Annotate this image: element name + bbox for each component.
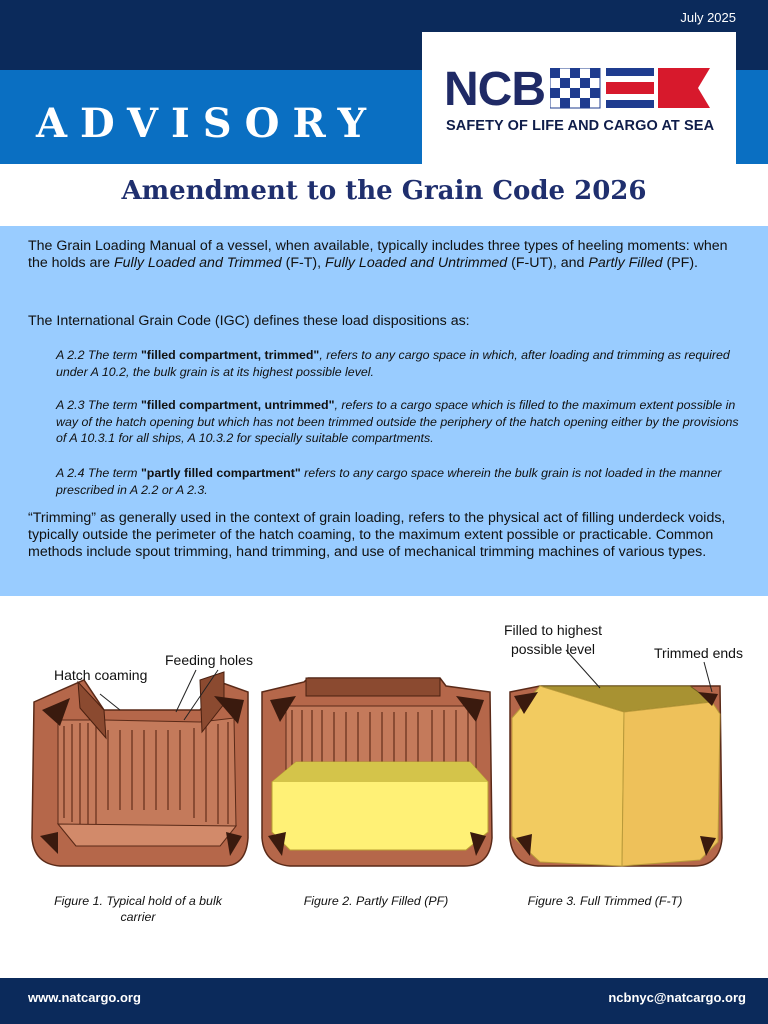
definition-prefix: A 2.2 The term <box>56 348 141 362</box>
figure-1-empty-hold <box>32 670 248 866</box>
signal-flags-icon <box>550 68 710 112</box>
label-line: possible level <box>510 641 596 657</box>
page-title: Amendment to the Grain Code 2026 <box>121 176 647 206</box>
definition-a22 <box>56 347 746 380</box>
figure-1-caption <box>40 893 236 925</box>
advisory-banner: ADVISORY <box>36 100 380 147</box>
figure-2-caption: Figure 2. Partly Filled (PF) <box>303 894 449 908</box>
text-run: The Grain Loading Manual of a vessel, when available, typically includes three types of heeling moments: when the holds are <box>28 238 728 271</box>
footer-website-link[interactable]: www.natcargo.org <box>28 990 141 1005</box>
figure-3-caption: Figure 3. Full Trimmed (F-T) <box>527 894 683 908</box>
definition-a24 <box>56 465 746 498</box>
label-feeding-holes: Feeding holes <box>165 652 253 668</box>
label-filled-to-highest <box>497 621 609 659</box>
definition-body: , refers to a cargo space which is filled to the maximum extent possible in way of the hatch opening but which has not been trimmed outside the periphery of the hatch opening either by the provisions of A 10.3.1 for all ships, A 10.3.2 for specially suitable compartments. <box>56 398 739 445</box>
trimming-paragraph: “Trimming” as generally used in the context of grain loading, refers to the physical act of filling underdeck voids, typically outside the perimeter of the hatch coaming, to the maximum extent possible or practicable. Common methods include spout trimming, hand trimming, and use of mechanical trimming machines of various types. <box>28 510 726 560</box>
label-hatch-coaming: Hatch coaming <box>54 667 148 683</box>
logo-wordmark: NCB <box>444 63 545 116</box>
footer-band <box>0 978 768 1024</box>
definition-prefix: A 2.3 The term <box>56 398 141 412</box>
label-trimmed-ends: Trimmed ends <box>654 645 743 661</box>
definition-term: "filled compartment, untrimmed" <box>140 398 335 412</box>
text-run: (F-T), <box>281 255 326 271</box>
definition-term: "filled compartment, trimmed" <box>140 348 320 362</box>
intro-paragraph <box>28 238 748 272</box>
igc-paragraph: The International Grain Code (IGC) defines these load dispositions as: <box>28 313 470 329</box>
definition-body: , refers to any cargo space in which, after loading and trimming as required under A 10.2, the bulk grain is at its highest possible level. <box>56 348 730 379</box>
definition-body: refers to any cargo space wherein the bulk grain is not loaded in the manner prescribed in A 2.2 or A 2.3. <box>56 466 722 497</box>
figure-3-full-trimmed <box>510 650 722 866</box>
definition-prefix: A 2.4 The term <box>56 466 141 480</box>
definition-a23 <box>56 397 746 447</box>
logo-tagline: SAFETY OF LIFE AND CARGO AT SEA <box>446 118 715 134</box>
footer-email-link[interactable]: ncbnyc@natcargo.org <box>608 990 746 1005</box>
caption-line: carrier <box>120 910 156 924</box>
term-partly-filled: Partly Filled <box>588 255 663 271</box>
intro-panel <box>0 226 768 596</box>
definition-term: "partly filled compartment" <box>140 466 301 480</box>
text-run: (F-UT), and <box>507 255 589 271</box>
figure-2-partly-filled <box>262 678 492 866</box>
term-fully-loaded-trimmed: Fully Loaded and Trimmed <box>113 255 282 271</box>
text-run: (PF). <box>662 255 698 271</box>
hold-figures <box>0 610 768 900</box>
issue-date: July 2025 <box>680 10 736 25</box>
caption-line: Figure 1. Typical hold of a bulk <box>54 894 222 908</box>
label-line: Filled to highest <box>503 622 603 638</box>
ncb-logo <box>422 32 736 164</box>
term-fully-loaded-untrimmed: Fully Loaded and Untrimmed <box>325 255 508 271</box>
